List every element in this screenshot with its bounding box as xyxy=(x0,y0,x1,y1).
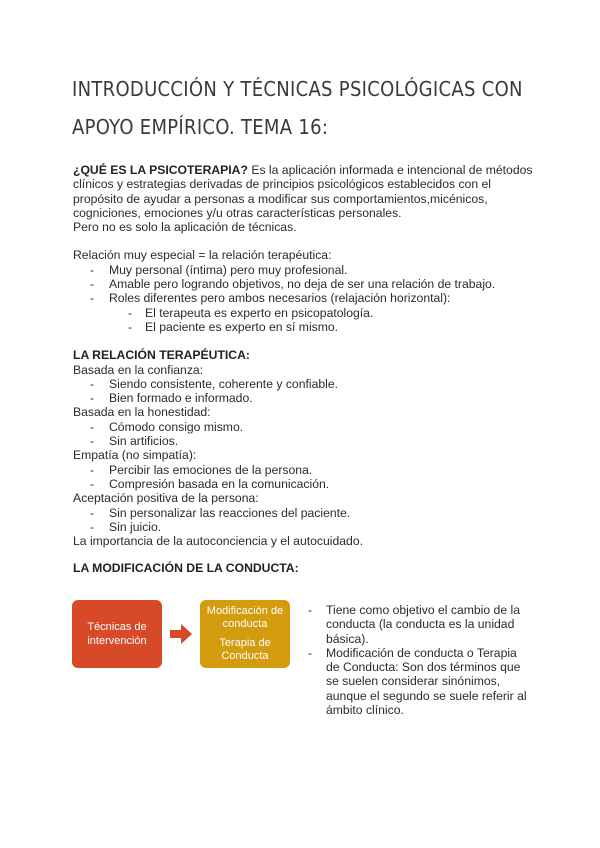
intro-question: ¿QUÉ ES LA PSICOTERAPIA? xyxy=(73,163,248,177)
list-item: - Sin artificios. xyxy=(73,434,533,448)
list-item: - Bien formado e informado. xyxy=(73,391,533,405)
group-lead: Empatía (no simpatía): xyxy=(73,448,197,463)
closing-line: La importancia de la autoconciencia y el autocuidado. xyxy=(73,534,363,549)
intro-note: Pero no es solo la aplicación de técnicas. xyxy=(73,220,297,235)
arrow-right-icon xyxy=(170,624,192,644)
modification-box-label-1: Modificación de conducta xyxy=(206,604,284,630)
list-item: - Amable pero logrando objetivos, no deja de ser una relación de trabajo. xyxy=(73,277,533,291)
techniques-box xyxy=(72,600,162,668)
list-item: - Muy personal (íntima) pero muy profesional. xyxy=(73,263,533,277)
intro-paragraph xyxy=(73,163,533,220)
list-item: - Cómodo consigo mismo. xyxy=(73,420,533,434)
relation-lead: Relación muy especial = la relación terapéutica: xyxy=(73,248,332,263)
techniques-box-label: Técnicas de intervención xyxy=(87,621,147,647)
list-item: - Roles diferentes pero ambos necesarios (relajación horizontal): xyxy=(73,291,533,305)
page-title: INTRODUCCIÓN Y TÉCNICAS PSICOLÓGICAS CON APOYO EMPÍRICO. TEMA 16: xyxy=(72,77,523,139)
section-heading-modification: LA MODIFICACIÓN DE LA CONDUCTA: xyxy=(73,561,299,576)
modification-box-label-2: Terapia de Conducta xyxy=(219,636,271,662)
sub-list-item: - El paciente es experto en sí mismo. xyxy=(73,320,533,334)
sub-list-item: - El terapeuta es experto en psicopatología. xyxy=(73,306,533,320)
group-lead: Aceptación positiva de la persona: xyxy=(73,491,259,506)
list-item: - Modificación de conducta o Terapia de Conducta: Son dos términos que se suelen considerar sinónimos, aunque el segundo se suele referir al ámbito clínico. xyxy=(308,646,533,717)
list-item: - Sin personalizar las reacciones del paciente. xyxy=(73,506,533,520)
group-lead: Basada en la confianza: xyxy=(73,362,204,377)
list-item: - Sin juicio. xyxy=(73,520,533,534)
concept-diagram xyxy=(72,600,302,670)
list-item: - Tiene como objetivo el cambio de la conducta (la conducta es la unidad básica). xyxy=(308,603,533,646)
list-item: - Compresión basada en la comunicación. xyxy=(73,477,533,491)
section-heading-therapeutic: LA RELACIÓN TERAPÉUTICA: xyxy=(73,348,250,363)
list-item: - Siendo consistente, coherente y confiable. xyxy=(73,377,533,391)
modification-box xyxy=(200,600,290,668)
main-content xyxy=(73,163,533,576)
modification-bullets xyxy=(308,603,533,717)
list-item: - Percibir las emociones de la persona. xyxy=(73,463,533,477)
intro-answer: Es la aplicación informada e intencional de métodos clínicos y estrategias derivadas de principios psicológicos establecidos con el propósito de ayudar a personas a modificar sus comportamientos,micénicos, cogniciones, emociones y/u otras características personales. xyxy=(73,163,533,220)
group-lead: Basada en la honestidad: xyxy=(73,405,211,420)
